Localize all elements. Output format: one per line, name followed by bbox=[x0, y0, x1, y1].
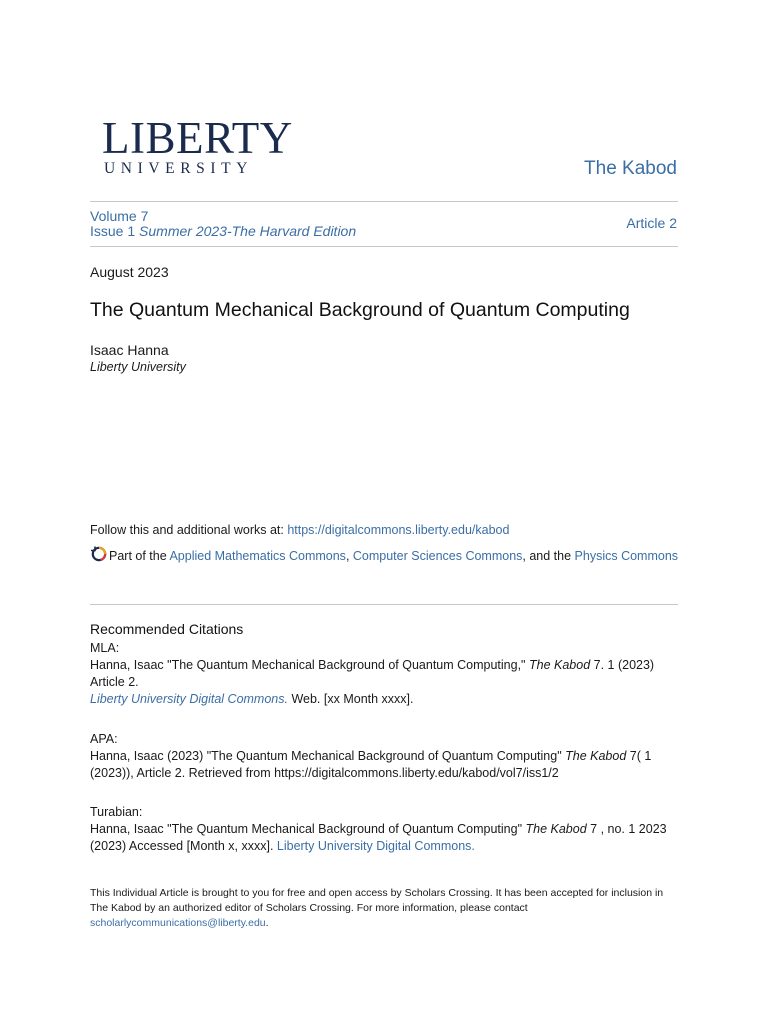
contact-email-link[interactable]: scholarlycommunications@liberty.edu bbox=[90, 917, 266, 929]
turabian-text2: 7 , no. 1 2023 (2023) Accessed [Month x, xxxx]. bbox=[90, 822, 667, 853]
issue-link[interactable] bbox=[90, 223, 356, 239]
mla-label: MLA: bbox=[90, 641, 120, 655]
turabian-text1: Hanna, Isaac "The Quantum Mechanical Background of Quantum Computing" bbox=[90, 822, 526, 836]
physics-commons-link[interactable]: Physics Commons bbox=[574, 549, 679, 563]
turabian-journal: The Kabod bbox=[525, 822, 587, 836]
mla-journal: The Kabod bbox=[528, 658, 591, 672]
volume-link[interactable]: Volume 7 bbox=[90, 208, 149, 224]
follow-prefix: Follow this and additional works at: bbox=[90, 523, 288, 537]
logo-main-text: LIBERTY bbox=[102, 113, 293, 163]
apa-text1: Hanna, Isaac (2023) "The Quantum Mechanical Background of Quantum Computing" bbox=[90, 749, 566, 763]
partof-prefix: Part of the bbox=[109, 549, 170, 563]
kabod-url-link[interactable]: https://digitalcommons.liberty.edu/kabod bbox=[287, 523, 510, 537]
turabian-text bbox=[90, 821, 680, 855]
mla-text2: 7. 1 (2023) Article 2. bbox=[90, 658, 655, 689]
turabian-digital-commons-link[interactable]: Liberty University Digital Commons. bbox=[276, 839, 475, 853]
apa-text2: 7( 1 (2023)), Article 2. Retrieved from https://digitalcommons.liberty.edu/kabod/vol7/iss1/2 bbox=[90, 749, 652, 780]
recommended-citations-heading: Recommended Citations bbox=[90, 621, 244, 637]
divider-mid bbox=[90, 246, 678, 247]
liberty-university-logo bbox=[102, 113, 293, 178]
follow-line bbox=[90, 523, 509, 537]
access-notice-end: . bbox=[265, 917, 269, 929]
access-notice bbox=[90, 886, 680, 931]
partof-sep2: , and the bbox=[522, 549, 575, 563]
apa-journal: The Kabod bbox=[565, 749, 627, 763]
mla-source bbox=[90, 691, 680, 708]
citation-apa bbox=[90, 731, 680, 782]
author-affiliation: Liberty University bbox=[90, 360, 186, 374]
logo-sub-text: UNIVERSITY bbox=[104, 160, 253, 177]
issue-name: Summer 2023-The Harvard Edition bbox=[139, 223, 357, 239]
publication-date: August 2023 bbox=[90, 264, 169, 280]
divider-bottom bbox=[90, 604, 678, 605]
turabian-label: Turabian: bbox=[90, 805, 143, 819]
applied-math-commons-link[interactable]: Applied Mathematics Commons bbox=[169, 549, 346, 563]
divider-top bbox=[90, 201, 678, 202]
mla-digital-commons-link[interactable]: Liberty University Digital Commons. bbox=[90, 692, 288, 706]
paper-title: The Quantum Mechanical Background of Quantum Computing bbox=[90, 299, 630, 321]
volume-issue-block bbox=[90, 209, 356, 239]
apa-text bbox=[90, 748, 680, 782]
access-notice-text: This Individual Article is brought to you for free and open access by Scholars Crossing. It has been accepted for inclusion in The Kabod by an authorized editor of Scholars Crossing. For more information, please contact bbox=[90, 887, 664, 914]
part-of-line bbox=[90, 545, 680, 567]
partof-sep1: , bbox=[345, 549, 353, 563]
mla-text1: Hanna, Isaac "The Quantum Mechanical Background of Quantum Computing," bbox=[90, 658, 529, 672]
commons-icon bbox=[90, 545, 108, 563]
citation-turabian bbox=[90, 804, 680, 855]
apa-label: APA: bbox=[90, 732, 118, 746]
issue-prefix: Issue 1 bbox=[90, 223, 140, 239]
article-number-link[interactable]: Article 2 bbox=[626, 215, 677, 231]
mla-text bbox=[90, 657, 680, 691]
mla-text3: Web. [xx Month xxxx]. bbox=[287, 692, 414, 706]
journal-name-link[interactable]: The Kabod bbox=[584, 158, 677, 179]
computer-sciences-commons-link[interactable]: Computer Sciences Commons bbox=[352, 549, 523, 563]
author-name: Isaac Hanna bbox=[90, 342, 169, 358]
citation-mla bbox=[90, 640, 680, 708]
